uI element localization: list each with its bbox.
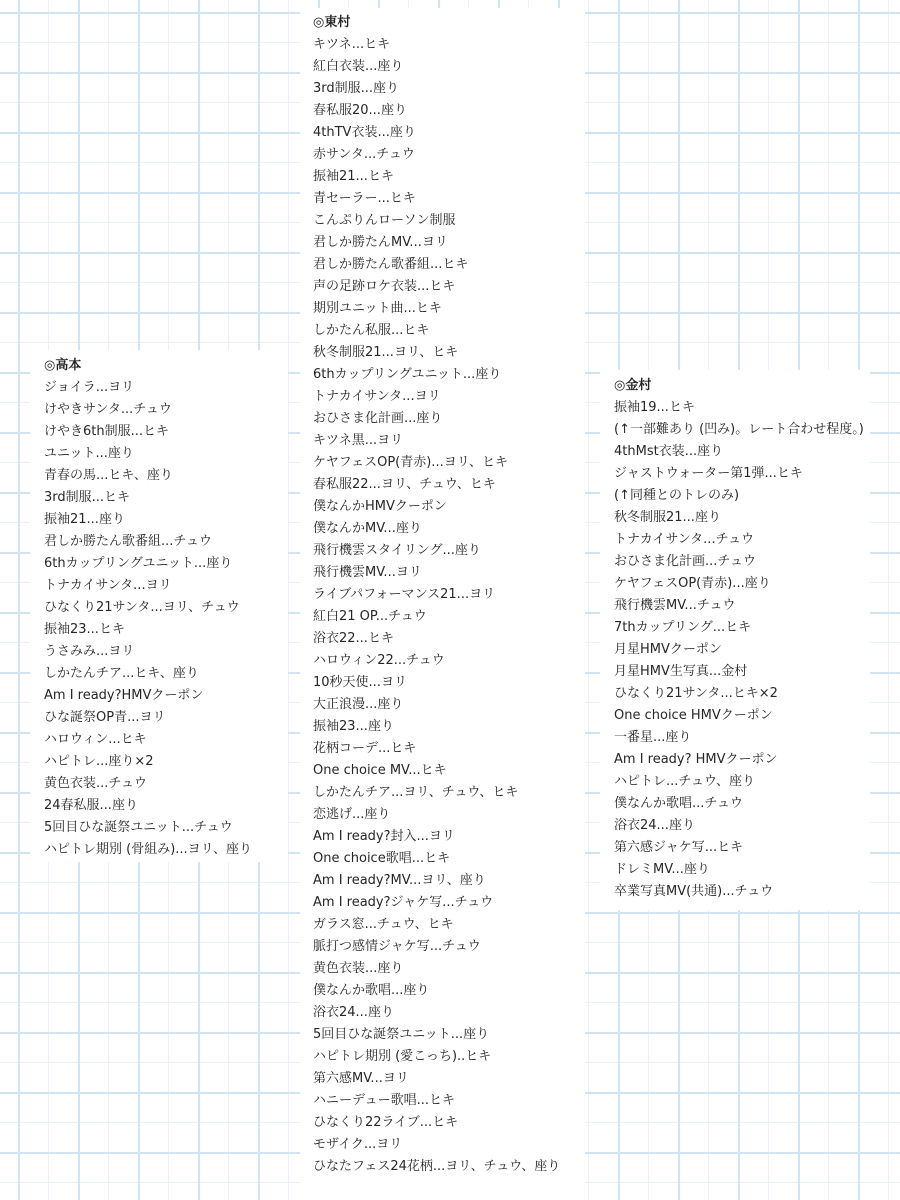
- list-item: ひなたフェス24花柄...ヨリ、チュウ、座り: [313, 1159, 561, 1174]
- list-item: ひなくり22ライブ...ヒキ: [313, 1115, 459, 1130]
- list-item: トナカイサンタ...チュウ: [614, 532, 755, 547]
- list-item: 5回目ひな誕祭ユニット...チュウ: [44, 820, 233, 835]
- panel-title-kanemura: ◎金村: [614, 378, 652, 393]
- list-item: 紅白衣装...座り: [313, 59, 404, 74]
- list-item: 振袖23...ヒキ: [44, 622, 125, 637]
- list-item: 声の足跡ロケ衣装...ヒキ: [313, 279, 456, 294]
- list-item: 振袖21...座り: [44, 512, 125, 527]
- list-item: 飛行機雲MV...ヨリ: [313, 565, 422, 580]
- list-item: 脈打つ感情ジャケ写...チュウ: [313, 939, 481, 954]
- list-item: 青セーラー...ヒキ: [313, 191, 416, 206]
- list-item: 青春の馬...ヒキ、座り: [44, 468, 173, 483]
- list-item: 振袖19...ヒキ: [614, 400, 695, 415]
- panel-kanemura: [600, 370, 870, 910]
- list-item: 黄色衣装...チュウ: [44, 776, 148, 791]
- list-item: 浴衣22...ヒキ: [313, 631, 394, 646]
- list-item: One choice歌唱...ヒキ: [313, 851, 451, 866]
- list-item: 月星HMV生写真...金村: [614, 664, 748, 679]
- list-item: 飛行機雲スタイリング...座り: [313, 543, 481, 558]
- list-item: 3rd制服...ヒキ: [44, 490, 131, 505]
- list-item: ひなくり21サンタ...ヒキ×2: [614, 686, 778, 701]
- list-item: けやきサンタ...チュウ: [44, 402, 172, 417]
- list-item: ガラス窓...チュウ、ヒキ: [313, 917, 454, 932]
- list-item: モザイク...ヨリ: [313, 1137, 403, 1152]
- list-item: Am I ready?MV...ヨリ、座り: [313, 873, 486, 888]
- list-item: ひな誕祭OP青...ヨリ: [44, 710, 166, 725]
- list-item: 4thMst衣装...座り: [614, 444, 724, 459]
- panel-title-higashimura: ◎東村: [313, 15, 351, 30]
- list-item: 僕なんかMV...座り: [313, 521, 422, 536]
- list-item: ハニーデュー歌唱...ヒキ: [313, 1093, 456, 1108]
- list-item: ケヤフェスOP(青赤)...ヨリ、ヒキ: [313, 455, 509, 470]
- panel-title-takamoto: ◎高本: [44, 358, 82, 373]
- list-item: 第六感MV...ヨリ: [313, 1071, 409, 1086]
- list-item: ハピトレ期別 (骨組み)...ヨリ、座り: [44, 842, 253, 857]
- list-item: 卒業写真MV(共通)...チュウ: [614, 884, 774, 899]
- list-item: 6thカップリングユニット...座り: [313, 367, 502, 382]
- list-item: 振袖21...ヒキ: [313, 169, 394, 184]
- list-item: 5回目ひな誕祭ユニット...座り: [313, 1027, 490, 1042]
- list-item: ハピトレ...座り×2: [44, 754, 154, 769]
- list-item: 赤サンタ...チュウ: [313, 147, 415, 162]
- list-item: しかたんチア...ヨリ、チュウ、ヒキ: [313, 785, 519, 800]
- list-item: 秋冬制服21...座り: [614, 510, 721, 525]
- list-item: 君しか勝たんMV...ヨリ: [313, 235, 448, 250]
- list-item: ユニット...座り: [44, 446, 134, 461]
- list-item: 7thカップリング...ヒキ: [614, 620, 752, 635]
- list-item: 浴衣24...座り: [313, 1005, 394, 1020]
- list-item: 4thTV衣装...座り: [313, 125, 416, 140]
- list-item: 6thカップリングユニット...座り: [44, 556, 233, 571]
- list-item: 振袖23...座り: [313, 719, 394, 734]
- list-item: 黄色衣装...座り: [313, 961, 404, 976]
- list-item: 10秒天使...ヨリ: [313, 675, 407, 690]
- list-item: 24春私服...座り: [44, 798, 138, 813]
- list-item: ひなくり21サンタ...ヨリ、チュウ: [44, 600, 240, 615]
- list-item: 花柄コーデ...ヒキ: [313, 741, 417, 756]
- list-item: 春私服22...ヨリ、チュウ、ヒキ: [313, 477, 496, 492]
- list-item: 飛行機雲MV...チュウ: [614, 598, 736, 613]
- list-item: 恋逃げ...座り: [313, 807, 391, 822]
- list-item: けやき6th制服...ヒキ: [44, 424, 170, 439]
- panel-takamoto: [30, 350, 288, 862]
- list-item: 3rd制服...座り: [313, 81, 400, 96]
- list-item: 月星HMVクーポン: [614, 642, 722, 657]
- list-item: しかたん私服...ヒキ: [313, 323, 430, 338]
- list-item: One choice HMVクーポン: [614, 708, 773, 723]
- list-item: ハロウィン22...チュウ: [313, 653, 445, 668]
- list-item: Am I ready?封入...ヨリ: [313, 829, 455, 844]
- list-item: おひさま化計画...座り: [313, 411, 443, 426]
- list-item: おひさま化計画...チュウ: [614, 554, 757, 569]
- list-item: 大正浪漫...座り: [313, 697, 404, 712]
- item-list-kanemura: [614, 397, 870, 903]
- list-item: こんぷりんローソン制服: [313, 213, 456, 228]
- list-item: (↑同種とのトレのみ): [614, 488, 740, 503]
- list-item: Am I ready? HMVクーポン: [614, 752, 778, 767]
- list-item: One choice MV...ヒキ: [313, 763, 447, 778]
- list-item: (↑一部難あり (凹み)。レート合わせ程度。): [614, 422, 864, 437]
- list-item: 秋冬制服21...ヨリ、ヒキ: [313, 345, 459, 360]
- list-item: トナカイサンタ...ヨリ: [313, 389, 441, 404]
- list-item: 君しか勝たん歌番組...チュウ: [44, 534, 213, 549]
- list-item: 紅白21 OP...チュウ: [313, 609, 427, 624]
- list-item: Am I ready?HMVクーポン: [44, 688, 204, 703]
- item-list-higashimura: [313, 34, 585, 1178]
- list-item: 期別ユニット曲...ヒキ: [313, 301, 442, 316]
- panel-higashimura: [300, 8, 585, 1200]
- list-item: 僕なんか歌唱...チュウ: [614, 796, 744, 811]
- list-item: 僕なんかHMVクーポン: [313, 499, 447, 514]
- list-item: ジャストウォーター第1弾...ヒキ: [614, 466, 803, 481]
- list-item: しかたんチア...ヒキ、座り: [44, 666, 199, 681]
- list-item: トナカイサンタ...ヨリ: [44, 578, 172, 593]
- list-item: ドレミMV...座り: [614, 862, 710, 877]
- list-item: キツネ...ヒキ: [313, 37, 391, 52]
- list-item: ハピトレ期別 (愛こっち)..ヒキ: [313, 1049, 492, 1064]
- list-item: うさみみ...ヨリ: [44, 644, 135, 659]
- list-item: Am I ready?ジャケ写...チュウ: [313, 895, 494, 910]
- list-item: 第六感ジャケ写...ヒキ: [614, 840, 744, 855]
- list-item: 君しか勝たん歌番組...ヒキ: [313, 257, 469, 272]
- list-item: 春私服20...座り: [313, 103, 407, 118]
- list-item: キツネ黒...ヨリ: [313, 433, 404, 448]
- list-item: 僕なんか歌唱...座り: [313, 983, 430, 998]
- list-item: ジョイラ...ヨリ: [44, 380, 135, 395]
- list-item: ハロウィン...ヒキ: [44, 732, 147, 747]
- list-item: 浴衣24...座り: [614, 818, 695, 833]
- list-item: ライブパフォーマンス21...ヨリ: [313, 587, 496, 602]
- list-item: ハピトレ...チュウ、座り: [614, 774, 755, 789]
- item-list-takamoto: [44, 377, 288, 861]
- list-item: ケヤフェスOP(青赤)...座り: [614, 576, 771, 591]
- list-item: 一番星...座り: [614, 730, 692, 745]
